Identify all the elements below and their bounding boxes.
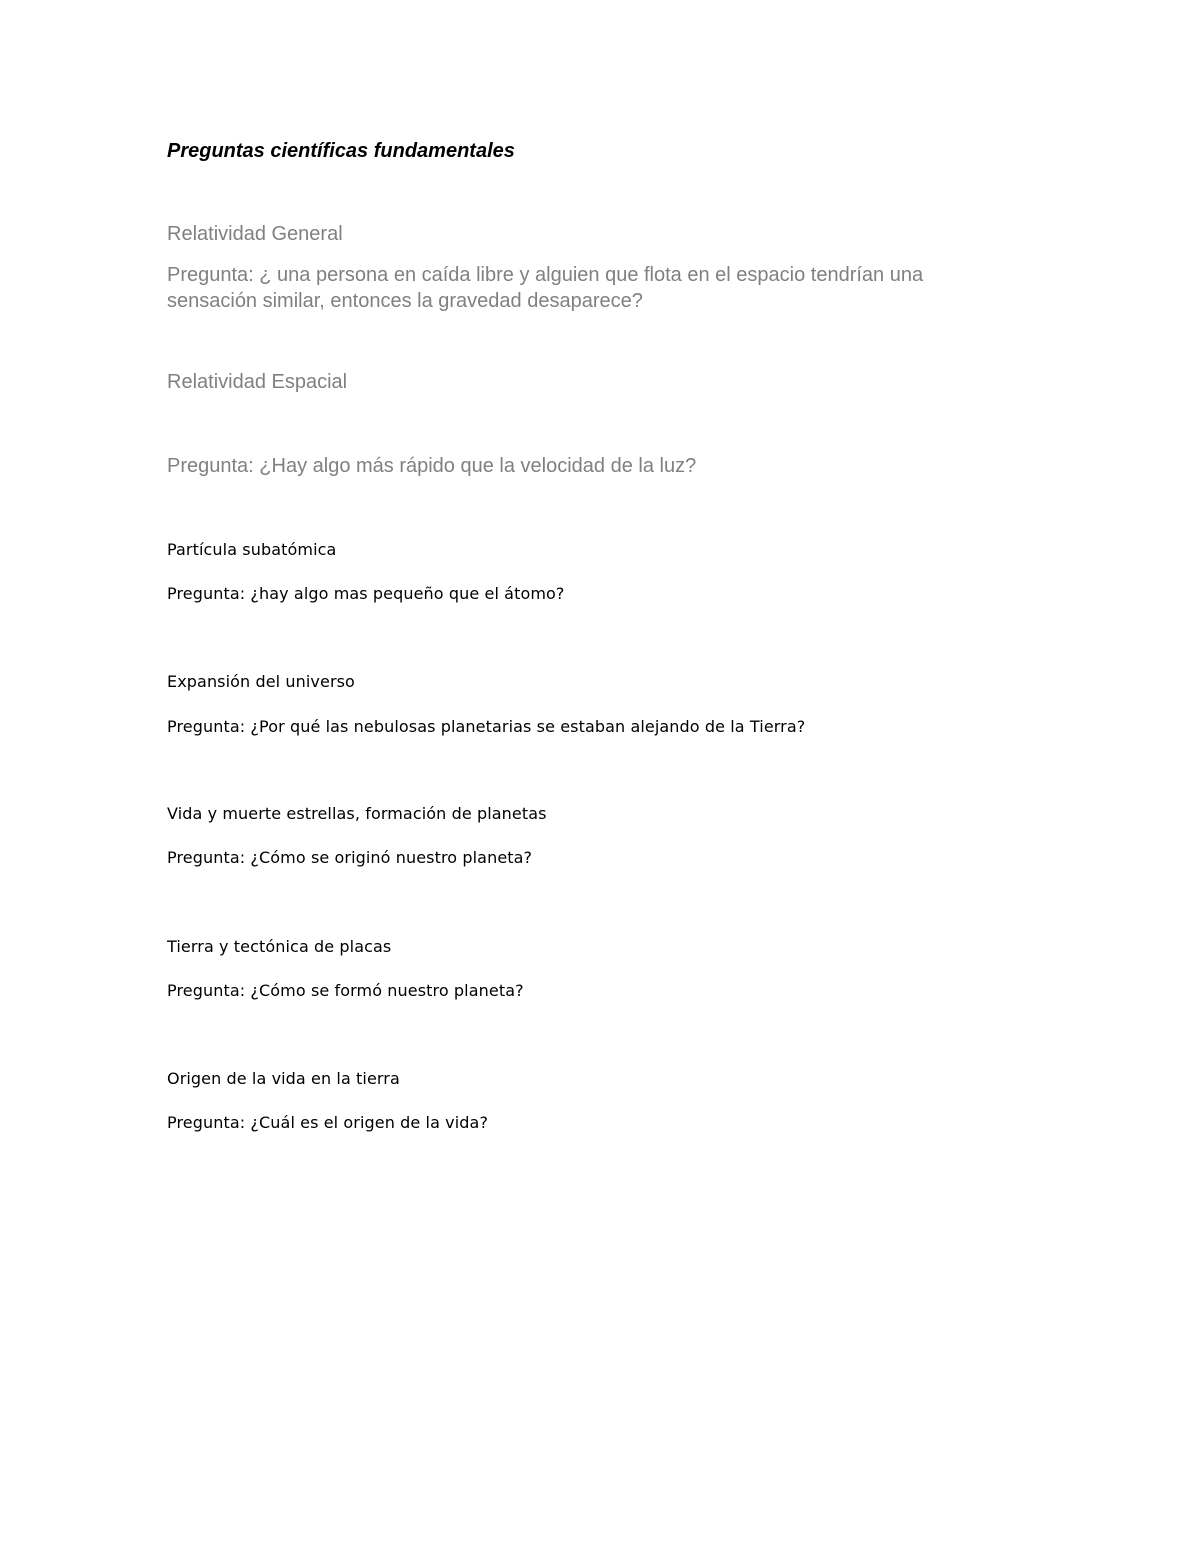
- section-question-relatividad-general: Pregunta: ¿ una persona en caída libre y alguien que flota en el espacio tendrían una sensación similar, entonces la gravedad desaparece?: [167, 264, 924, 312]
- section-heading-relatividad-general: Relatividad General: [167, 223, 343, 245]
- section-question-expansion-universo: Pregunta: ¿Por qué las nebulosas planetarias se estaban alejando de la Tierra?: [167, 717, 806, 736]
- document-title: Preguntas científicas fundamentales: [167, 140, 515, 162]
- section-heading-tierra-tectonica: Tierra y tectónica de placas: [167, 937, 392, 956]
- section-question-particula-subatomica: Pregunta: ¿hay algo mas pequeño que el átomo?: [167, 584, 565, 603]
- section-heading-expansion-universo: Expansión del universo: [167, 672, 355, 691]
- section-heading-vida-muerte-estrellas: Vida y muerte estrellas, formación de planetas: [167, 804, 547, 823]
- section-question-vida-muerte-estrellas: Pregunta: ¿Cómo se originó nuestro planeta?: [167, 848, 533, 867]
- section-heading-relatividad-espacial: Relatividad Espacial: [167, 371, 348, 393]
- section-heading-particula-subatomica: Partícula subatómica: [167, 540, 337, 559]
- section-question-origen-vida: Pregunta: ¿Cuál es el origen de la vida?: [167, 1113, 489, 1132]
- section-question-relatividad-espacial: Pregunta: ¿Hay algo más rápido que la velocidad de la luz?: [167, 455, 697, 477]
- section-question-tierra-tectonica: Pregunta: ¿Cómo se formó nuestro planeta?: [167, 981, 524, 1000]
- section-heading-origen-vida: Origen de la vida en la tierra: [167, 1069, 400, 1088]
